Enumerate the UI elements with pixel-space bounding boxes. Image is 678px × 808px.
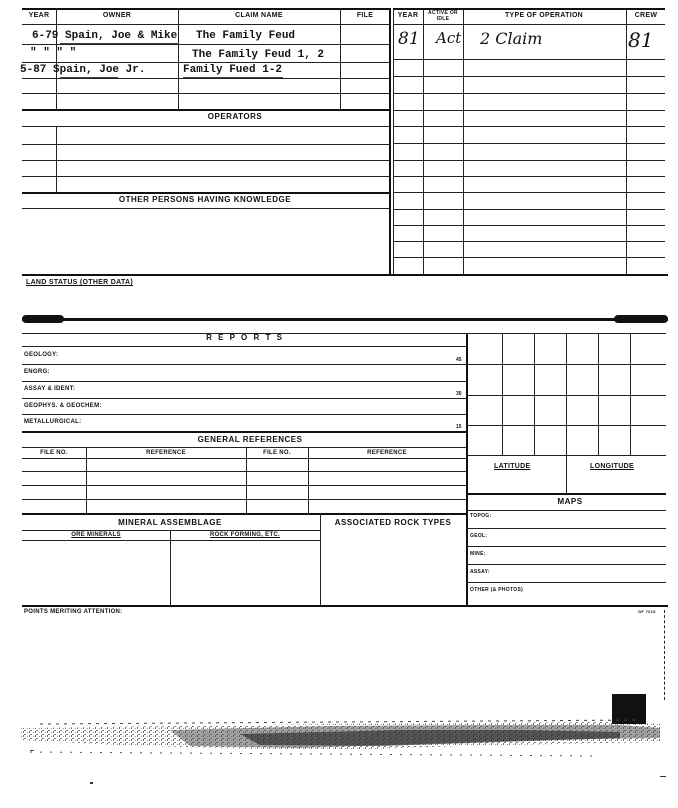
claim-row-owner: 6-79 Spain, Joe & Mike [32,30,178,42]
rule [56,126,57,192]
claim-row-name: The Family Feud 1, 2 [192,49,325,61]
longitude-label: LONGITUDE [590,463,634,470]
rule [393,76,665,77]
ops-crew-handwritten: 81 [628,28,654,52]
rule [178,8,179,109]
rule [22,274,668,276]
rule [170,530,171,605]
rule [393,143,665,144]
rule [22,126,390,127]
edge-rule [664,610,665,700]
rule [630,333,631,455]
ref-file-no-header: FILE NO. [40,450,68,456]
ops-header-crew: CREW [634,12,658,19]
ops-header-type: TYPE OF OPERATION [504,12,584,19]
general-references-title: GENERAL REFERENCES [197,435,303,444]
ops-active-handwritten: Act [436,29,462,47]
col-header-claim-name: CLAIM NAME [235,12,283,19]
latitude-label: LATITUDE [494,463,531,470]
rule [22,431,466,433]
rule [340,8,341,109]
rule [534,333,535,455]
rule [22,513,466,515]
maps-assay-label: ASSAY: [470,569,490,575]
rule [393,241,665,242]
rule [466,455,666,456]
rule [246,447,247,513]
divider-end-right [614,315,668,323]
rule [393,93,665,94]
rule [393,160,665,161]
rule [22,78,390,79]
col-header-owner: OWNER [102,12,132,19]
metallurgical-label: METALLURGICAL: [24,419,82,425]
rule [566,333,567,493]
rule [466,510,666,511]
rule [22,144,390,145]
rule [22,447,466,448]
maps-title: MAPS [557,497,583,506]
rule [22,160,390,161]
rule [393,225,665,226]
underline [60,77,118,78]
underline [183,77,283,78]
scale-number: 15 [456,424,462,430]
land-status-label: LAND STATUS (OTHER DATA) [26,279,134,286]
rule [22,414,466,415]
claim-row-name: Family Fued 1-2 [183,64,283,76]
rule [22,109,390,111]
scale-number: 30 [456,391,462,397]
form-number: GF 7015 [638,609,656,614]
rule [22,530,320,531]
rule [22,471,466,472]
points-meriting-attention-label: POINTS MERITING ATTENTION: [24,609,123,615]
ref-reference-header: REFERENCE [146,450,186,456]
rule [466,582,666,583]
scan-noise [0,690,678,808]
rule [393,59,665,60]
rule [22,381,466,382]
underline [60,43,178,44]
rule [466,564,666,565]
col-header-file: FILE [356,12,374,19]
rule [22,176,390,177]
rule [466,546,666,547]
associated-rock-types-header: ASSOCIATED ROCK TYPES [334,518,452,527]
col-header-year: YEAR [28,12,50,19]
geophys-geochem-label: GEOPHYS. & GEOCHEM: [24,403,102,409]
claim-row-name: The Family Feud [196,30,296,42]
rule [466,528,666,529]
ref-file-no-header: FILE NO. [263,450,291,456]
section-divider-bar [22,318,668,321]
rule [626,8,627,274]
other-persons-title: OTHER PERSONS HAVING KNOWLEDGE [118,195,292,204]
ops-type-handwritten: 2 Claim [480,29,543,48]
claim-row-owner: " " " " [30,47,77,59]
ref-reference-header: REFERENCE [367,450,407,456]
rule [22,24,390,25]
rule [22,346,466,347]
rule [393,110,665,111]
claim-row-owner: 5-87 Spain, Joe Jr. [20,64,146,76]
maps-geol-label: GEOL: [470,533,488,539]
rule [598,333,599,455]
rule [22,398,466,399]
rock-forming-header: ROCK FORMING, ETC. [209,532,281,538]
rule [466,333,666,334]
rule [86,447,87,513]
rule [393,209,665,210]
rule [466,493,666,495]
rule [22,44,390,45]
rule [393,24,665,25]
rule [502,333,503,455]
rule [423,8,424,274]
rule [393,257,665,258]
assay-ident-label: ASSAY & IDENT: [24,386,76,392]
rule [466,364,666,365]
divider-end-left [22,315,64,323]
reports-title: R E P O R T S [206,333,284,342]
geology-label: GEOLOGY: [24,352,59,358]
rule [463,8,464,274]
rule [22,605,668,607]
maps-topog-label: TOPOG: [470,513,492,519]
rule [22,93,390,94]
mineral-assemblage-title: MINERAL ASSEMBLAGE [118,518,222,527]
ops-header-year: YEAR [397,12,419,19]
rule [393,8,394,274]
ops-year-handwritten: 81 [398,29,420,49]
rule [389,8,391,274]
rule [22,364,466,365]
rule [466,395,666,396]
rule [393,192,665,193]
ore-minerals-header: ORE MINERALS [71,532,121,538]
rule [393,176,665,177]
ops-header-active-idle: ACTIVE OR IDLE [428,10,458,22]
rule [466,425,666,426]
rule [22,62,390,63]
rule [22,208,390,209]
operators-title: OPERATORS [207,112,263,121]
rule [22,485,466,486]
maps-other-label: OTHER (& PHOTOS) [470,587,524,593]
rule [308,447,309,513]
rule [22,540,320,541]
maps-mine-label: MINE: [470,551,486,557]
rule [320,513,321,605]
engrg-label: ENGRG: [24,369,50,375]
rule [22,458,466,459]
rule [22,499,466,500]
rule [22,8,390,10]
rule [393,126,665,127]
rule [22,192,390,194]
scale-number: 45 [456,357,462,363]
